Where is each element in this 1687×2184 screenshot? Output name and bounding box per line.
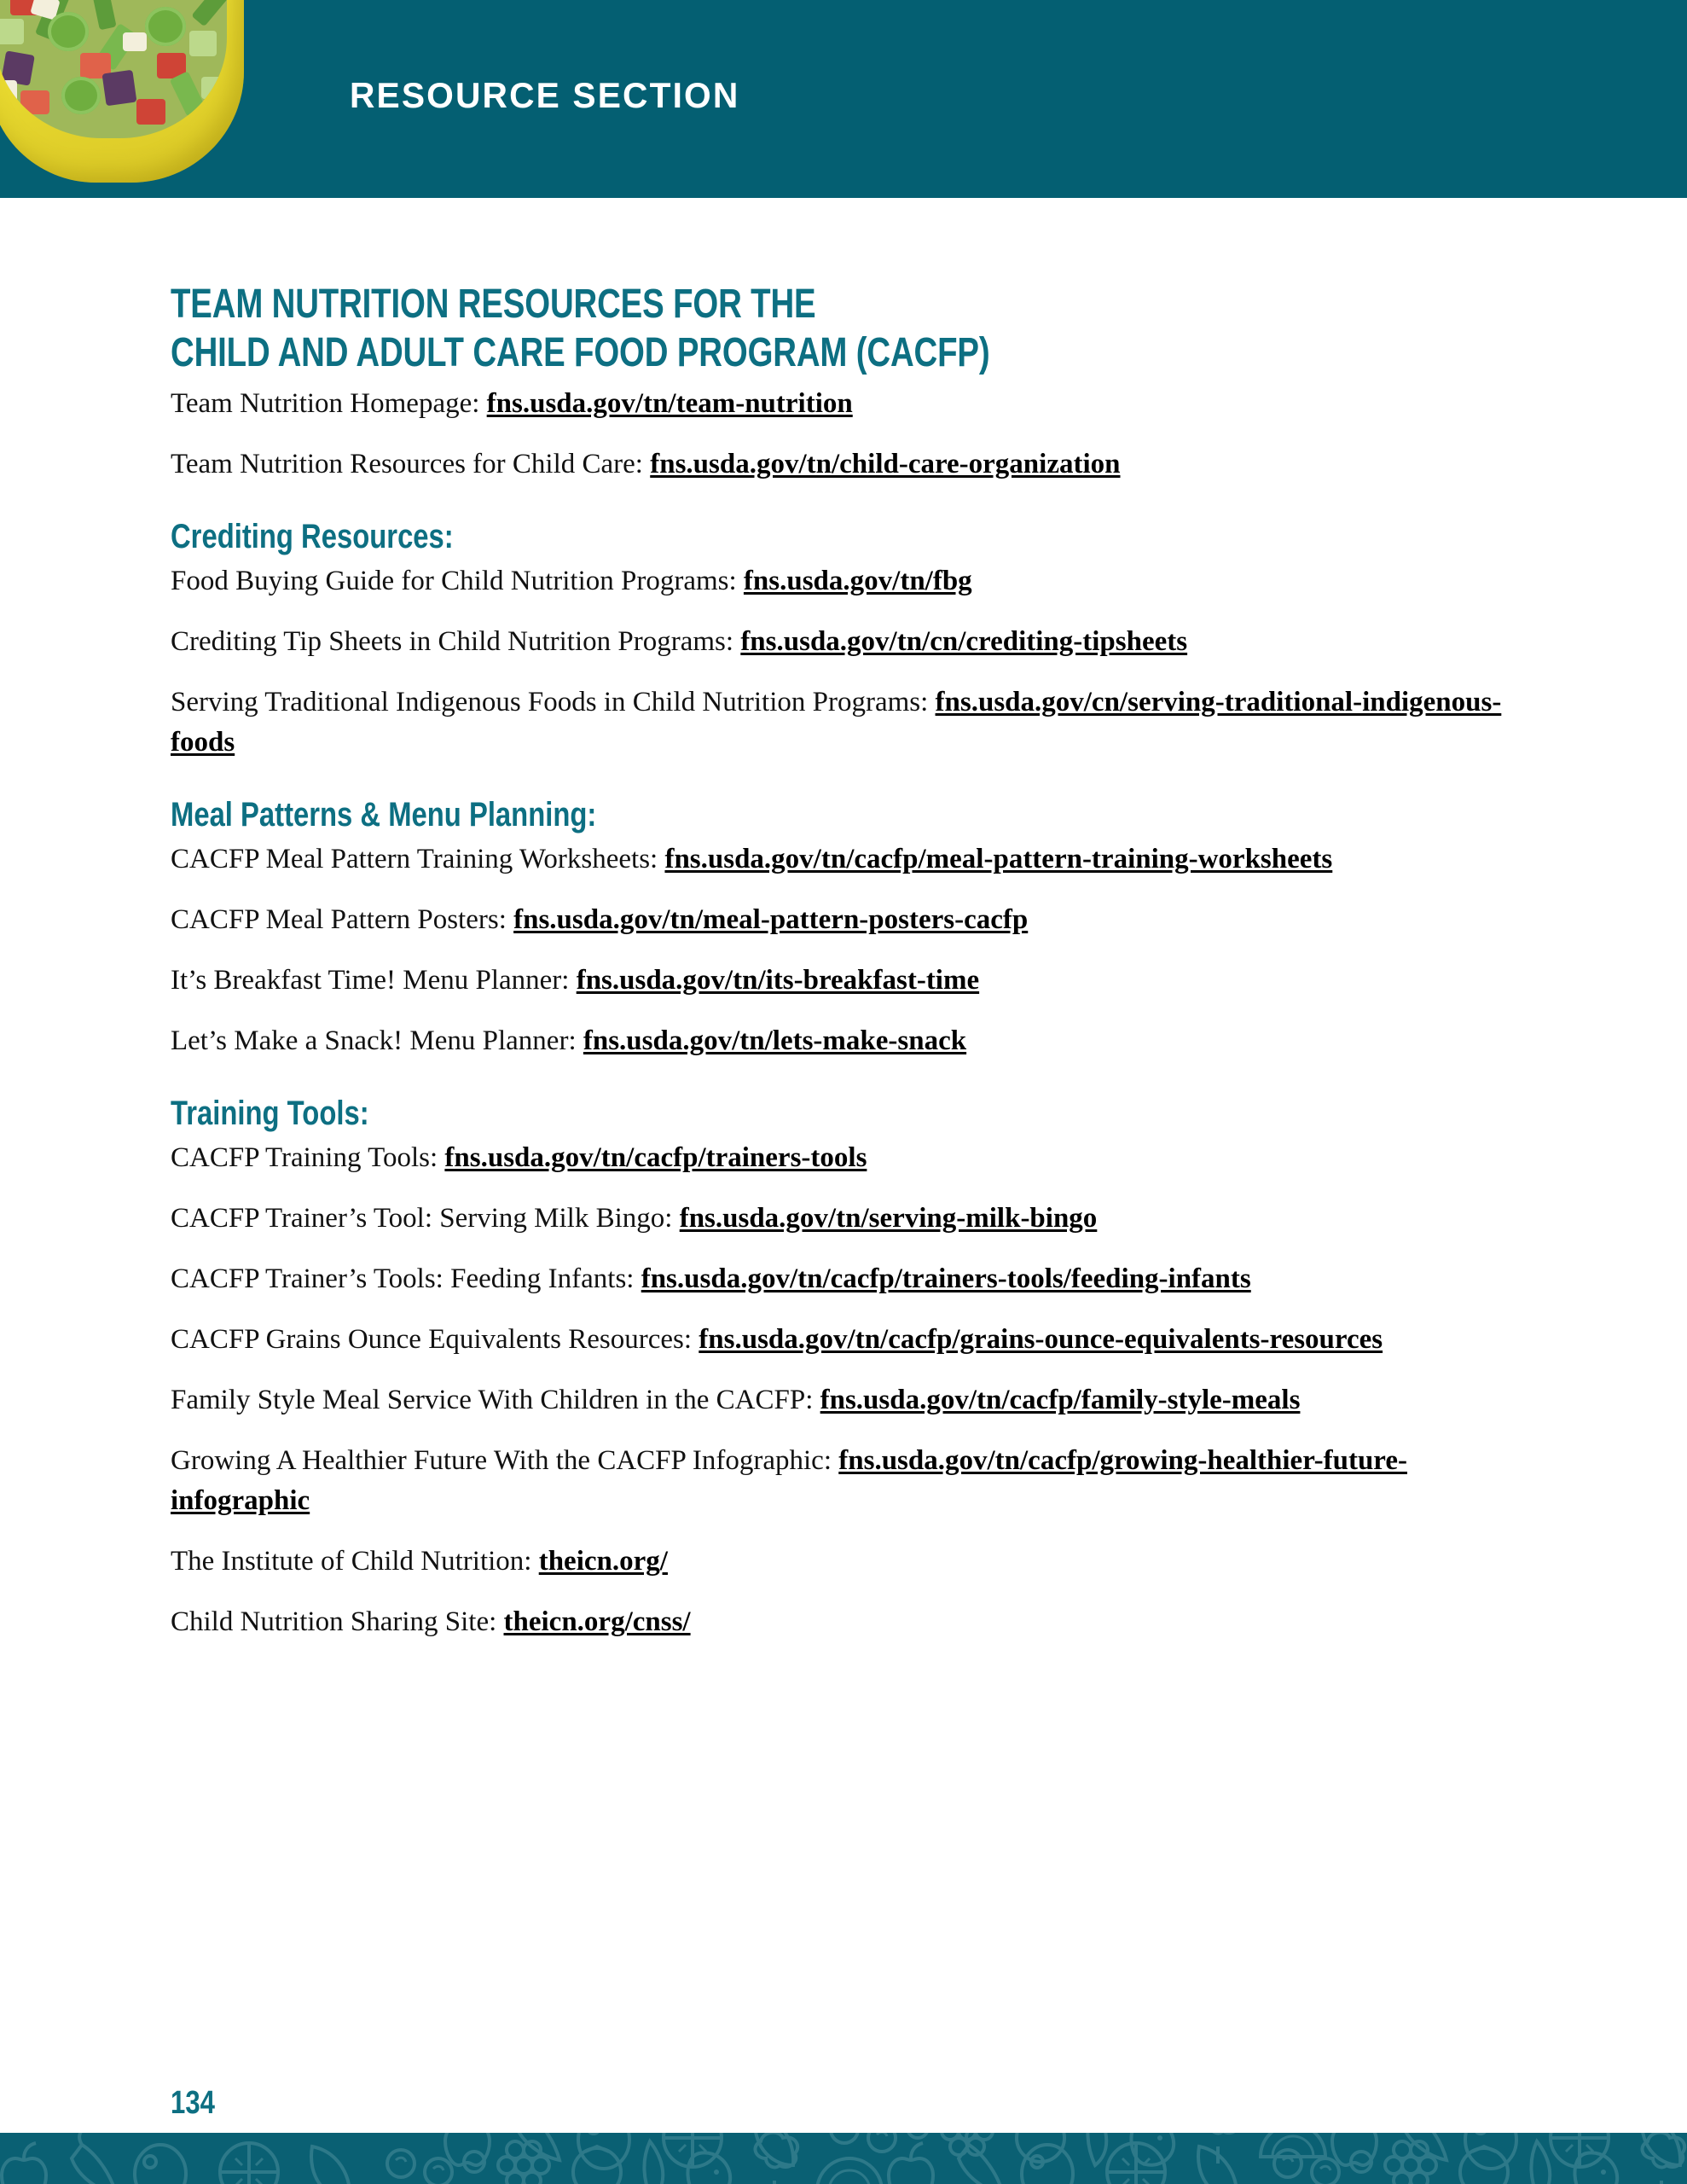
resource-entry xyxy=(171,1199,1510,1239)
resource-label: It’s Breakfast Time! Menu Planner: xyxy=(171,965,577,996)
document-title-line-2: CHILD AND ADULT CARE FOOD PROGRAM (CACFP) xyxy=(171,330,990,375)
salad-bowl-photo xyxy=(0,0,263,198)
resource-label: CACFP Meal Pattern Training Worksheets: xyxy=(171,844,665,874)
section-heading-training-tools: Training Tools: xyxy=(171,1095,369,1132)
resource-entry xyxy=(171,1259,1510,1299)
resource-url[interactable]: fns.usda.gov/tn/cn/crediting-tipsheets xyxy=(740,626,1188,657)
page-number: 134 xyxy=(171,2085,215,2121)
resource-url[interactable]: theicn.org/cnss/ xyxy=(503,1606,691,1637)
resource-url[interactable]: fns.usda.gov/tn/its-breakfast-time xyxy=(576,965,980,996)
resource-label: CACFP Trainer’s Tools: Feeding Infants: xyxy=(171,1263,641,1294)
resource-label: Crediting Tip Sheets in Child Nutrition Programs: xyxy=(171,626,741,657)
resource-label: Team Nutrition Homepage: xyxy=(171,388,487,419)
resource-label: Let’s Make a Snack! Menu Planner: xyxy=(171,1025,583,1056)
resource-label: Food Buying Guide for Child Nutrition Programs: xyxy=(171,566,744,596)
section-heading-meal-patterns-menu-planning: Meal Patterns & Menu Planning: xyxy=(171,796,597,834)
resource-entry xyxy=(171,384,1510,424)
resource-url[interactable]: fns.usda.gov/tn/fbg xyxy=(743,566,972,596)
resource-entry xyxy=(171,444,1510,485)
resource-list-container xyxy=(171,280,1501,1663)
resource-label: The Institute of Child Nutrition: xyxy=(171,1546,539,1577)
resource-url[interactable]: theicn.org/ xyxy=(538,1546,668,1577)
resource-section-header-banner xyxy=(0,0,1687,198)
page-content-area xyxy=(0,198,1687,2133)
resource-label: CACFP Grains Ounce Equivalents Resources: xyxy=(171,1324,699,1355)
resource-label: Child Nutrition Sharing Site: xyxy=(171,1606,504,1637)
resource-entry xyxy=(171,1602,1510,1642)
resource-url[interactable]: fns.usda.gov/tn/cacfp/grains-ounce-equivalents-resources xyxy=(699,1324,1383,1355)
resource-label: Growing A Healthier Future With the CACFP Infographic: xyxy=(171,1445,839,1476)
resource-label: CACFP Meal Pattern Posters: xyxy=(171,904,514,935)
resource-entry xyxy=(171,900,1510,940)
resource-entry xyxy=(171,1441,1510,1521)
resource-url[interactable]: fns.usda.gov/tn/serving-milk-bingo xyxy=(679,1203,1098,1234)
resource-url[interactable]: fns.usda.gov/tn/team-nutrition xyxy=(486,388,853,419)
food-doodle-pattern-icon xyxy=(0,2133,1687,2184)
resource-url[interactable]: fns.usda.gov/tn/meal-pattern-posters-cacfp xyxy=(513,904,1029,935)
resource-entry xyxy=(171,622,1510,662)
resource-label: Serving Traditional Indigenous Foods in Child Nutrition Programs: xyxy=(171,687,936,717)
resource-url[interactable]: fns.usda.gov/tn/cacfp/family-style-meals xyxy=(820,1385,1301,1415)
page-section-title: RESOURCE SECTION xyxy=(350,75,740,115)
resource-entry xyxy=(171,839,1510,880)
resource-entry xyxy=(171,1542,1510,1582)
resource-url[interactable]: fns.usda.gov/tn/child-care-organization xyxy=(650,449,1121,479)
document-title xyxy=(171,280,1501,377)
footer-decorative-band xyxy=(0,2133,1687,2184)
resource-url[interactable]: fns.usda.gov/tn/cacfp/growing-healthier-future-infographic xyxy=(171,1445,1407,1516)
resource-entry xyxy=(171,561,1510,601)
resource-url[interactable]: fns.usda.gov/tn/lets-make-snack xyxy=(583,1025,967,1056)
section-heading-crediting-resources: Crediting Resources: xyxy=(171,518,454,555)
document-title-line-1: TEAM NUTRITION RESOURCES FOR THE xyxy=(171,282,816,327)
resource-url[interactable]: fns.usda.gov/tn/cacfp/meal-pattern-training-worksheets xyxy=(664,844,1333,874)
resource-entry xyxy=(171,1320,1510,1360)
resource-entry xyxy=(171,1380,1510,1420)
resource-label: Team Nutrition Resources for Child Care: xyxy=(171,449,651,479)
resource-entry xyxy=(171,961,1510,1001)
resource-label: CACFP Trainer’s Tool: Serving Milk Bingo: xyxy=(171,1203,680,1234)
resource-entry xyxy=(171,1138,1510,1178)
resource-url[interactable]: fns.usda.gov/cn/serving-traditional-indigenous-foods xyxy=(171,687,1502,758)
resource-url[interactable]: fns.usda.gov/tn/cacfp/trainers-tools/feeding-infants xyxy=(641,1263,1251,1294)
resource-label: Family Style Meal Service With Children in the CACFP: xyxy=(171,1385,820,1415)
resource-entry xyxy=(171,1021,1510,1061)
resource-label: CACFP Training Tools: xyxy=(171,1142,445,1173)
resource-entry xyxy=(171,682,1510,763)
resource-url[interactable]: fns.usda.gov/tn/cacfp/trainers-tools xyxy=(444,1142,867,1173)
